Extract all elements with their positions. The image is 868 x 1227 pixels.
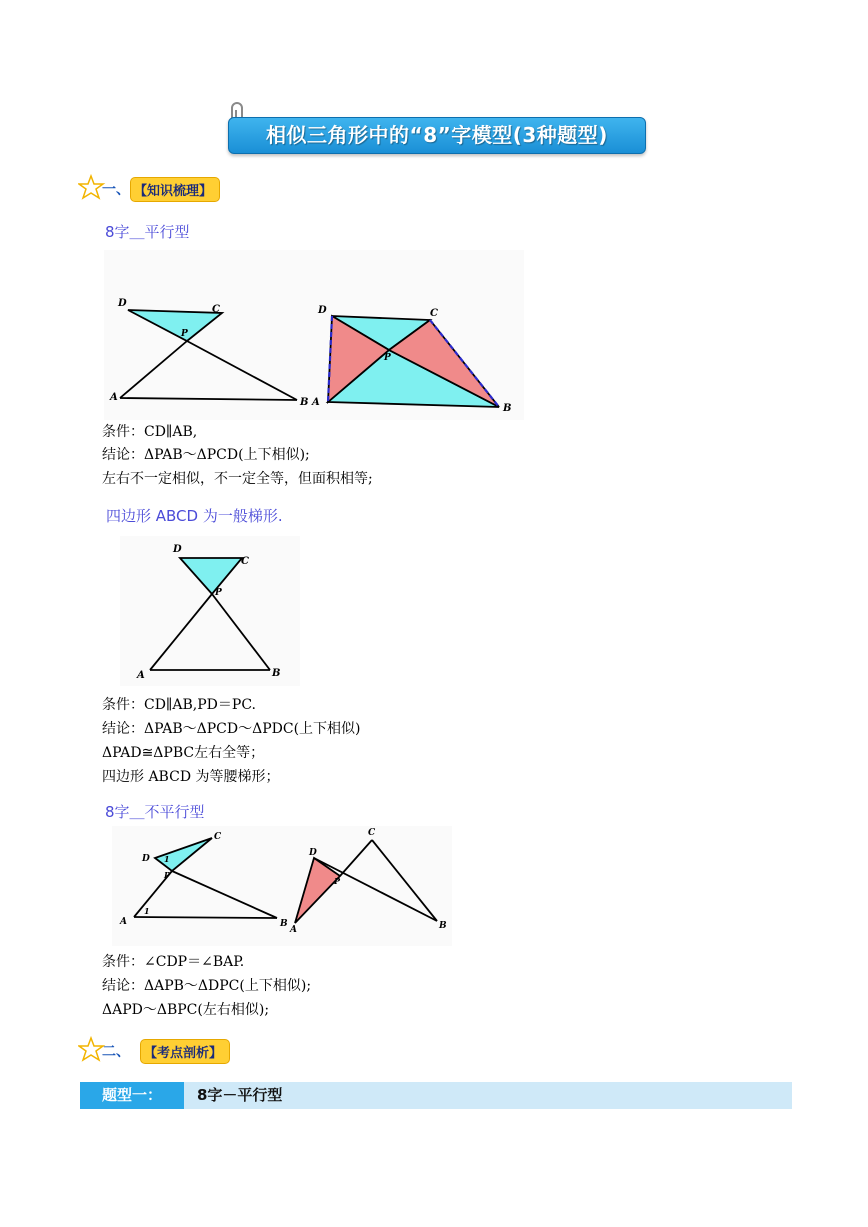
question-type-label: 题型一：	[80, 1082, 184, 1109]
svg-text:P: P	[384, 353, 391, 363]
svg-text:D: D	[173, 544, 182, 555]
svg-text:P: P	[334, 876, 341, 886]
question-type-bar	[80, 1082, 792, 1109]
svg-text:P: P	[164, 870, 171, 880]
svg-text:B: B	[439, 921, 447, 931]
text-line: 结论：ΔPAB～ΔPCD～ΔPDC(上下相似)	[102, 721, 361, 737]
text-line: ΔAPD～ΔBPC(左右相似);	[102, 1002, 270, 1018]
label-b: B	[300, 397, 309, 408]
section-header-1	[80, 177, 220, 201]
text-line: 条件：CD∥AB,	[102, 424, 198, 440]
angle-mark-1: 1	[164, 854, 170, 864]
subheading-nonparallel: 8字＿不平行型	[105, 803, 205, 821]
figure-8-nonparallel	[112, 826, 452, 950]
text-line: 结论：ΔPAB～ΔPCD(上下相似);	[102, 447, 310, 463]
section-number: 一、	[102, 182, 130, 198]
svg-text:D: D	[142, 854, 150, 864]
label-c: C	[212, 304, 220, 315]
text-line: 左右不一定相似，不一定全等，但面积相等;	[102, 471, 373, 487]
svg-text:A: A	[290, 925, 297, 935]
subheading-parallel: 8字＿平行型	[105, 223, 190, 241]
label-d: D	[118, 298, 127, 309]
text-line: 结论：ΔAPB～ΔDPC(上下相似);	[102, 978, 312, 994]
svg-text:B: B	[503, 403, 512, 414]
section-header-2	[80, 1039, 230, 1063]
text-line: 四边形 ABCD 为等腰梯形；	[102, 769, 280, 785]
text-line: 条件：∠CDP＝∠BAP.	[102, 954, 245, 970]
label-p: P	[181, 329, 188, 339]
section-tag: 【知识梳理】	[130, 177, 220, 202]
star-icon	[78, 1035, 108, 1069]
svg-text:D: D	[318, 305, 327, 316]
section-number: 二、	[102, 1044, 130, 1060]
svg-text:D: D	[309, 848, 317, 858]
svg-text:C: C	[430, 308, 438, 319]
subheading-trapezoid: 四边形 ABCD 为一般梯形.	[106, 507, 283, 525]
svg-text:A: A	[137, 670, 145, 681]
question-type-title: 8字－平行型	[197, 1086, 283, 1104]
svg-text:B: B	[272, 668, 281, 679]
svg-text:A: A	[120, 917, 127, 927]
svg-text:C: C	[241, 556, 249, 567]
svg-text:A: A	[312, 397, 320, 408]
svg-text:C: C	[368, 828, 376, 838]
figure-8-parallel	[104, 250, 524, 424]
text-line: 条件：CD∥AB,PD＝PC.	[102, 697, 256, 713]
svg-text:B: B	[280, 919, 288, 929]
angle-mark-1: 1	[144, 906, 150, 916]
star-icon	[78, 173, 108, 207]
page-title: 相似三角形中的“8”字模型(3种题型)	[228, 117, 646, 154]
text-line: ΔPAD≅ΔPBC左右全等；	[102, 745, 265, 761]
svg-text:P: P	[215, 588, 222, 598]
label-a: A	[110, 392, 118, 403]
svg-text:C: C	[214, 832, 222, 842]
section-tag: 【考点剖析】	[140, 1039, 230, 1064]
figure-isosceles-trapezoid	[120, 536, 300, 690]
